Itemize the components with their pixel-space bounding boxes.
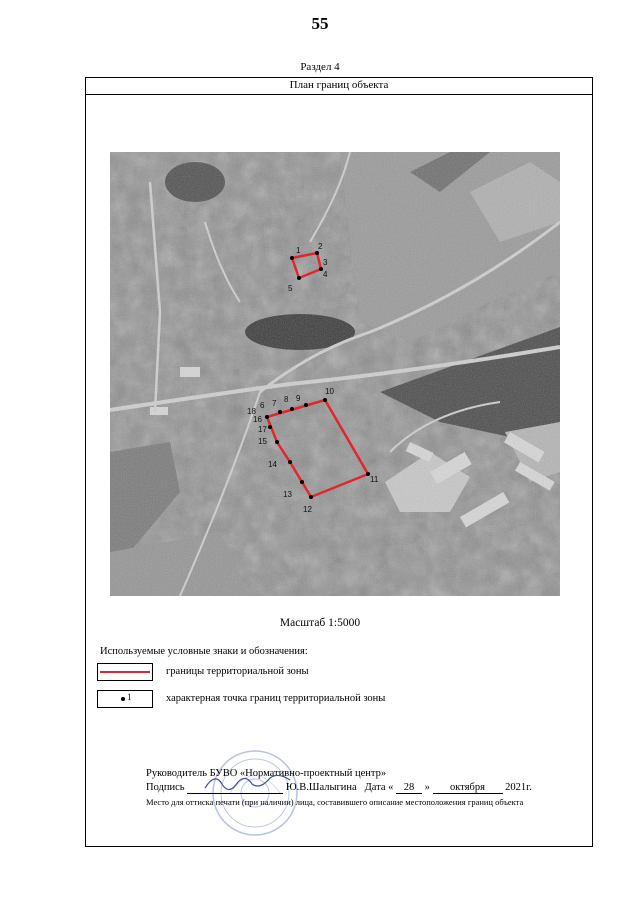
signature-month: октября	[433, 782, 503, 794]
handwritten-signature	[200, 770, 300, 794]
point-label-2: 2	[318, 242, 323, 251]
point-label-4: 4	[323, 270, 328, 279]
point-label-16: 16	[253, 415, 262, 424]
signature-podpis-label: Подпись	[146, 782, 185, 793]
legend-symbol-point	[97, 690, 153, 708]
map-grain	[110, 152, 560, 596]
point-label-14: 14	[268, 460, 277, 469]
point-label-10: 10	[325, 387, 334, 396]
point-label-13: 13	[283, 490, 292, 499]
point-label-15: 15	[258, 437, 267, 446]
point-label-5: 5	[288, 284, 293, 293]
signature-day: 28	[396, 782, 422, 794]
point-label-9: 9	[296, 394, 301, 403]
legend-text-boundary: границы территориальной зоны	[166, 666, 309, 677]
point-label-8: 8	[284, 395, 289, 404]
point-label-17: 17	[258, 425, 267, 434]
legend-title: Используемые условные знаки и обозначения:	[100, 646, 308, 657]
point-label-3: 3	[323, 258, 328, 267]
aerial-map	[110, 152, 560, 596]
point-label-1: 1	[296, 246, 301, 255]
stamp-place-note: Место для оттиска печати (при наличии) лица, составившего описание местоположения границ объекта	[146, 797, 524, 807]
point-label-12: 12	[303, 505, 312, 514]
frame-title: План границ объекта	[85, 77, 593, 95]
signature-line-organization: Руководитель БУВО «Нормативно-проектный центр»	[146, 768, 387, 779]
point-label-6: 6	[260, 401, 265, 410]
signature-date-label: Дата «	[364, 782, 394, 793]
section-label: Раздел 4	[300, 61, 340, 73]
point-label-18: 18	[247, 407, 256, 416]
point-label-11: 11	[370, 475, 379, 484]
signature-name: Ю.В.Шалыгина	[285, 782, 357, 793]
point-label-7: 7	[272, 399, 277, 408]
signature-quote-close: »	[424, 782, 430, 793]
legend-symbol-boundary	[97, 663, 153, 681]
signature-year: 2021г.	[505, 782, 532, 793]
map-scale: Масштаб 1:5000	[279, 617, 361, 629]
legend-text-point: характерная точка границ территориальной зоны	[166, 693, 386, 704]
legend-point-marker: 1	[127, 692, 132, 702]
page-number: 55	[311, 14, 329, 33]
